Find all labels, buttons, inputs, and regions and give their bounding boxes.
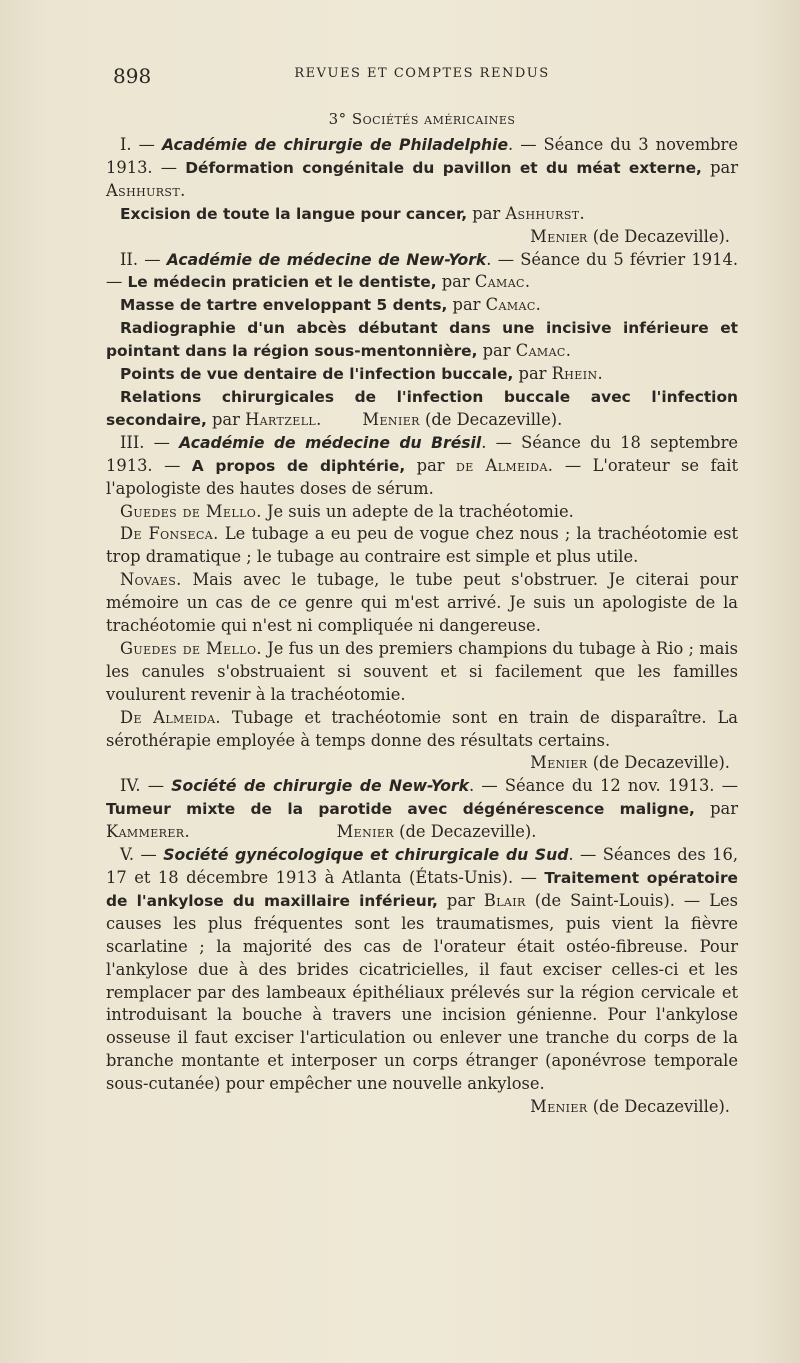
entry-communication: Radiographie d'un abcès débutant dans une incisive inférieure et pointant dans la région sous-mentonnière, par Camac. — [106, 319, 738, 361]
author: Ashhurst. — [106, 180, 186, 200]
communication-title: Masse de tartre enveloppant 5 dents, — [120, 296, 448, 315]
page-header — [106, 62, 738, 90]
running-title: REVUES ET COMPTES RENDUS — [294, 66, 550, 81]
speaker: Guedes de Mello. — [120, 501, 262, 521]
author: Hartzell. — [245, 409, 322, 429]
article-body — [106, 134, 738, 1119]
communication-title: A propos de diphtérie, — [191, 456, 406, 475]
speaker: Novaes. — [120, 570, 182, 590]
reviewer-signature: Menier — [362, 409, 420, 429]
author: Rhein. — [551, 364, 604, 384]
entry-sud: V. — Société gynécologique et chirurgicale du Sud. — Séances des 16, 17 et 18 décembre 1913 à Atlanta (États-Unis). — Traitement opératoire de l'ankylose du maxillaire inférieur, par Blair (de Saint-Louis). — Les causes les plus fréquentes sont les traumatismes, puis vient la fièvre scarlatine ; la majorité des cas de l'orateur était ostéo-fibreuse. Pour l'ankylose due à des brides cicatricielles, il faut exciser celles-ci et les remplacer par des lambeaux épithéliaux prélevés sur la région cervicale et introduisant la bouche à travers une incision génienne. Pour l'ankylose osseuse il faut exciser l'articulation ou enlever une tranche du corps de la branche montante et interposer un corps étranger (aponévrose temporale sous-cutanée) pour empêcher une nouvelle ankylose. — [106, 845, 739, 1094]
author: Camac. — [515, 341, 572, 361]
discussion-paragraph: Guedes de Mello. Je fus un des premiers champions du tubage à Rio ; mais les canules s'obstruaient si souvent et si facilement que les familles voulurent revenir à la trachéotomie. — [106, 638, 738, 704]
speaker: Guedes de Mello. — [120, 638, 262, 658]
reviewer-signature: Menier (de Decazeville). — [530, 1097, 730, 1117]
reviewer-signature: Menier (de Decazeville). — [530, 226, 730, 246]
reviewer-signature: Menier (de Decazeville). — [530, 753, 730, 773]
entry-new-york-chirurgie: IV. — Société de chirurgie de New-York. — Séance du 12 nov. 1913. — Tumeur mixte de la parotide avec dégénérescence maligne, par Kammerer. Menier (de Decazeville). — [106, 776, 738, 842]
author: Kammerer. — [106, 822, 191, 842]
author: Ashhurst. — [505, 203, 586, 223]
discussion-paragraph: Novaes. Mais avec le tubage, le tube peut s'obstruer. Je citerai pour mémoire un cas de ce genre qui m'est arrivé. Je suis un apologiste de la trachéotomie qui n'est ni compliquée ni dangereuse. — [106, 570, 738, 636]
society-name: Société gynécologique et chirurgicale du Sud — [163, 846, 569, 865]
entry-communication: Relations chirurgicales de l'infection buccale avec l'infection secondaire, par Hartzell. Menier (de Decazeville). — [106, 387, 738, 429]
society-name: Académie de médecine de New-York — [166, 250, 487, 269]
communication-title: Déformation congénitale du pavillon et du méat externe, — [185, 158, 702, 177]
communication-title: Traitement opératoire de l'ankylose du maxillaire inférieur, — [106, 869, 738, 910]
society-name: Société de chirurgie de New-York — [171, 777, 469, 796]
communication-title: Radiographie d'un abcès débutant dans une incisive inférieure et pointant dans la région sous-mentonnière, — [106, 319, 738, 361]
discussion-paragraph: Guedes de Mello. Je suis un adepte de la trachéotomie. — [120, 501, 574, 521]
author: Camac. — [485, 295, 542, 315]
author: Blair — [483, 890, 526, 910]
entry-new-york-medecine: II. — Académie de médecine de New-York. — Séance du 5 février 1914. — Le médecin praticien et le dentiste, par Camac. — [106, 249, 739, 292]
communication-title: Le médecin praticien et le dentiste, — [127, 273, 437, 292]
communication-title: Relations chirurgicales de l'infection buccale avec l'infection secondaire, — [106, 387, 738, 429]
communication-title: Excision de toute la langue pour cancer, — [120, 204, 468, 223]
speaker: De Almeida. — [120, 707, 222, 727]
reviewer-signature: Menier — [336, 822, 394, 842]
author: de Almeida. — [456, 455, 554, 475]
section-title: 3° Sociétés américaines — [328, 110, 516, 128]
communication-title: Tumeur mixte de la parotide avec dégénérescence maligne, — [106, 800, 695, 819]
speaker: De Fonseca. — [120, 524, 219, 544]
entry-bresil: III. — Académie de médecine du Brésil. — Séance du 18 septembre 1913. — A propos de diphtérie, par de Almeida. — L'orateur se fait l'apologiste des hautes doses de sérum. — [106, 432, 738, 498]
author: Camac. — [474, 272, 531, 292]
discussion-paragraph: De Fonseca. Le tubage a eu peu de vogue chez nous ; la trachéotomie est trop dramatique ; le tubage au contraire est simple et plus utile. — [106, 524, 738, 567]
discussion-paragraph: De Almeida. Tubage et trachéotomie sont en train de disparaître. La sérothérapie employée à temps donne des résultats certains. — [106, 707, 738, 750]
entry-communication: Excision de toute la langue pour cancer, par Ashhurst. — [120, 203, 586, 223]
page-number: 898 — [113, 64, 152, 88]
entry-communication: Masse de tartre enveloppant 5 dents, par Camac. — [120, 295, 542, 315]
entry-philadelphia: I. — Académie de chirurgie de Philadelphie. — Séance du 3 novembre 1913. — Déformation congénitale du pavillon et du méat externe, par Ashhurst. — [106, 135, 738, 200]
communication-title: Points de vue dentaire de l'infection buccale, — [120, 365, 514, 384]
society-name: Académie de chirurgie de Philadelphie — [161, 136, 509, 154]
society-name: Académie de médecine du Brésil — [179, 433, 482, 452]
entry-communication: Points de vue dentaire de l'infection buccale, par Rhein. — [120, 364, 604, 384]
